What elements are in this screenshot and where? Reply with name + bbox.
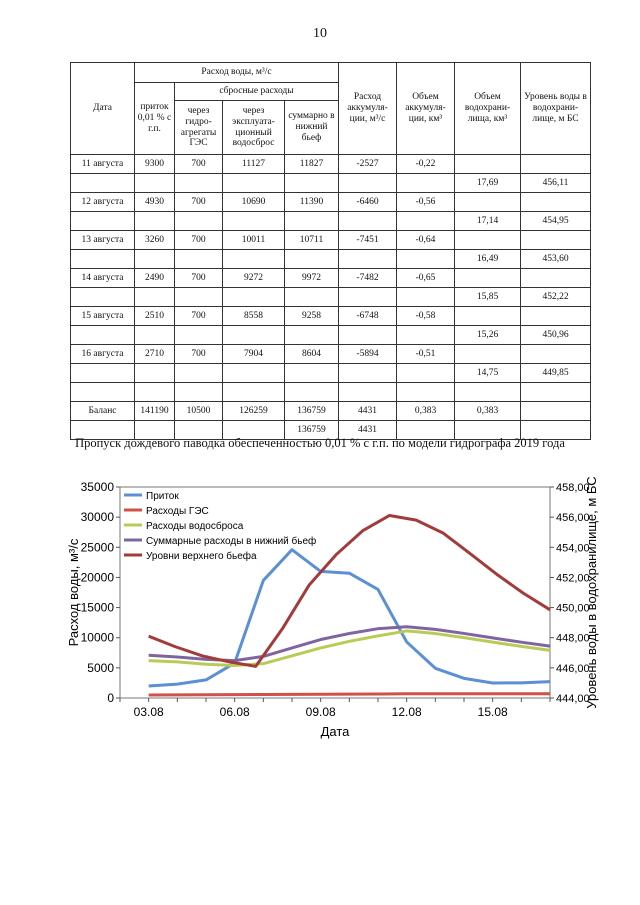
table-cell — [285, 364, 339, 383]
table-cell — [175, 326, 223, 345]
table-cell — [397, 326, 455, 345]
y2-tick-label: 452,00 — [556, 572, 590, 585]
table-cell — [135, 288, 175, 307]
legend-label: Расходы водосброса — [146, 521, 244, 532]
table-cell — [455, 155, 521, 174]
y-tick-label: 30000 — [80, 510, 114, 525]
table-cell — [339, 364, 397, 383]
y2-axis-label: Уровень воды в водохранилище, м БС — [584, 476, 599, 709]
table-cell — [71, 250, 135, 269]
table-cell — [339, 326, 397, 345]
table-cell: 16,49 — [455, 250, 521, 269]
table-cell — [175, 364, 223, 383]
table-cell: 700 — [175, 193, 223, 212]
table-cell — [339, 174, 397, 193]
table-cell — [285, 250, 339, 269]
table-cell: 4431 — [339, 421, 397, 440]
table-cell: -7482 — [339, 269, 397, 288]
table-cell: 11390 — [285, 193, 339, 212]
table-cell — [521, 155, 591, 174]
table-cell: 12 августа — [71, 193, 135, 212]
table-cell: 4930 — [135, 193, 175, 212]
header-hpp: через гидро-агрегаты ГЭС — [175, 101, 223, 155]
table-row — [71, 307, 591, 326]
table-cell: 11827 — [285, 155, 339, 174]
table-row — [71, 231, 591, 250]
table-cell: 8558 — [223, 307, 285, 326]
table-cell: 10011 — [223, 231, 285, 250]
table-row — [71, 212, 591, 231]
table-cell: 16 августа — [71, 345, 135, 364]
table-row — [71, 345, 591, 364]
header-reservoir-volume: Объем водохрани-лища, км³ — [455, 63, 521, 155]
table-cell — [135, 364, 175, 383]
table-cell — [455, 345, 521, 364]
table-cell — [175, 250, 223, 269]
table-cell — [285, 326, 339, 345]
table-cell — [339, 383, 397, 402]
table-cell: 9258 — [285, 307, 339, 326]
table-cell — [455, 307, 521, 326]
table-cell: -0,56 — [397, 193, 455, 212]
table-cell: 141190 — [135, 402, 175, 421]
legend-label: Расходы ГЭС — [146, 506, 209, 517]
table-cell: -2527 — [339, 155, 397, 174]
table-cell — [521, 383, 591, 402]
table-cell: 10500 — [175, 402, 223, 421]
table-cell — [223, 326, 285, 345]
table-cell: 453,60 — [521, 250, 591, 269]
table-cell — [521, 193, 591, 212]
table-cell: 456,11 — [521, 174, 591, 193]
header-date: Дата — [71, 63, 135, 155]
table-cell: 0,383 — [397, 402, 455, 421]
table-cell — [521, 269, 591, 288]
table-cell — [397, 383, 455, 402]
y-tick-label: 35000 — [80, 480, 114, 494]
table-cell: 14,75 — [455, 364, 521, 383]
table-cell — [521, 307, 591, 326]
table-cell — [175, 174, 223, 193]
table-cell: 0,383 — [455, 402, 521, 421]
table-cell — [175, 288, 223, 307]
table-cell — [397, 364, 455, 383]
table-cell — [135, 174, 175, 193]
table-cell: 4431 — [339, 402, 397, 421]
series-line-1 — [149, 694, 550, 695]
table-cell — [71, 326, 135, 345]
y2-tick-label: 448,00 — [556, 632, 590, 645]
table-cell — [339, 250, 397, 269]
x-tick-label: 15.08 — [477, 705, 508, 719]
table-cell: 17,69 — [455, 174, 521, 193]
table-cell: 11127 — [223, 155, 285, 174]
table-cell — [135, 212, 175, 231]
header-accum-flow: Расход аккумуля-ции, м³/с — [339, 63, 397, 155]
table-row — [71, 383, 591, 402]
x-axis-label: Дата — [320, 724, 350, 739]
header-discharge-group: сбросные расходы — [175, 83, 339, 101]
table-row — [71, 402, 591, 421]
table-cell: 136759 — [285, 402, 339, 421]
table-cell: 17,14 — [455, 212, 521, 231]
table-cell — [397, 288, 455, 307]
table-cell — [223, 383, 285, 402]
y-tick-label: 15000 — [80, 600, 114, 615]
table-cell — [521, 402, 591, 421]
y-axis-label: Расход воды, м³/с — [66, 538, 81, 647]
flow-chart — [60, 475, 600, 750]
table-cell: 450,96 — [521, 326, 591, 345]
table-cell: 15,85 — [455, 288, 521, 307]
table-cell — [175, 383, 223, 402]
table-cell: -6460 — [339, 193, 397, 212]
table-cell: 136759 — [285, 421, 339, 440]
legend-label: Уровни верхнего бьефа — [146, 551, 257, 562]
x-tick-label: 06.08 — [219, 705, 250, 719]
table-cell: 2510 — [135, 307, 175, 326]
table-cell — [455, 269, 521, 288]
table-cell: Баланс — [71, 402, 135, 421]
table-cell: 11 августа — [71, 155, 135, 174]
table-cell: 700 — [175, 155, 223, 174]
table-cell: 2710 — [135, 345, 175, 364]
y-tick-label: 25000 — [80, 540, 114, 555]
table-cell: 449,85 — [521, 364, 591, 383]
table-cell: 3260 — [135, 231, 175, 250]
y2-tick-label: 456,00 — [556, 512, 590, 525]
table-row — [71, 326, 591, 345]
table-cell — [71, 212, 135, 231]
table-cell: -0,58 — [397, 307, 455, 326]
table-cell: 15,26 — [455, 326, 521, 345]
header-spillway: через эксплуата-ционный водосброс — [223, 101, 285, 155]
table-cell — [285, 174, 339, 193]
table-cell: -0,65 — [397, 269, 455, 288]
table-cell — [223, 174, 285, 193]
table-cell — [135, 250, 175, 269]
table-cell: 700 — [175, 231, 223, 250]
table-cell: 14 августа — [71, 269, 135, 288]
table-row — [71, 364, 591, 383]
table-cell: -0,22 — [397, 155, 455, 174]
table-cell: -6748 — [339, 307, 397, 326]
table-cell: 126259 — [223, 402, 285, 421]
table-cell: 9972 — [285, 269, 339, 288]
table-cell: 10690 — [223, 193, 285, 212]
y2-tick-label: 444,00 — [556, 693, 590, 705]
table-cell: 10711 — [285, 231, 339, 250]
x-tick-label: 12.08 — [391, 705, 422, 719]
y-tick-label: 5000 — [87, 660, 114, 675]
x-tick-label: 03.08 — [133, 705, 164, 719]
table-cell: -0,64 — [397, 231, 455, 250]
table-cell: 9300 — [135, 155, 175, 174]
y2-tick-label: 458,00 — [556, 482, 590, 494]
table-cell — [455, 231, 521, 250]
table-cell: 7904 — [223, 345, 285, 364]
table-cell — [223, 364, 285, 383]
table-cell: 9272 — [223, 269, 285, 288]
header-flow-group: Расход воды, м³/с — [135, 63, 339, 83]
flow-table — [70, 62, 591, 440]
table-cell: -0,51 — [397, 345, 455, 364]
table-cell — [135, 383, 175, 402]
table-row — [71, 174, 591, 193]
series-line-3 — [149, 627, 550, 661]
table-row — [71, 269, 591, 288]
page-number: 10 — [313, 26, 327, 41]
table-cell — [339, 212, 397, 231]
chart-caption: Пропуск дождевого паводка обеспеченностью 0,01 % с г.п. по модели гидрографа 2019 года — [75, 436, 565, 450]
x-tick-label: 09.08 — [305, 705, 336, 719]
table-cell — [285, 288, 339, 307]
y-tick-label: 0 — [107, 691, 114, 705]
table-cell — [339, 288, 397, 307]
table-cell — [397, 212, 455, 231]
table-cell: 8604 — [285, 345, 339, 364]
table-cell — [71, 174, 135, 193]
table-cell — [285, 383, 339, 402]
table-cell: 13 августа — [71, 231, 135, 250]
table-cell — [285, 212, 339, 231]
table-cell — [71, 288, 135, 307]
table-body — [71, 155, 591, 440]
y-tick-label: 20000 — [80, 570, 114, 585]
table-cell: -5894 — [339, 345, 397, 364]
table-cell — [521, 231, 591, 250]
y2-tick-label: 450,00 — [556, 602, 590, 615]
legend-label: Суммарные расходы в нижний бьеф — [146, 536, 317, 547]
table-cell — [135, 326, 175, 345]
table-cell — [397, 250, 455, 269]
table-cell: 700 — [175, 269, 223, 288]
table-cell: -7451 — [339, 231, 397, 250]
table-cell: 452,22 — [521, 288, 591, 307]
table-cell — [71, 364, 135, 383]
header-water-level: Уровень воды в водохрани-лище, м БС — [521, 63, 591, 155]
table-row — [71, 250, 591, 269]
table-row — [71, 155, 591, 174]
table-cell — [455, 193, 521, 212]
header-total: суммарно в нижний бьеф — [285, 101, 339, 155]
table-cell — [397, 174, 455, 193]
table-cell — [223, 250, 285, 269]
table-cell — [223, 288, 285, 307]
y2-tick-label: 446,00 — [556, 662, 590, 675]
table-cell: 700 — [175, 307, 223, 326]
table-cell: 2490 — [135, 269, 175, 288]
table-cell: 454,95 — [521, 212, 591, 231]
table-cell: 700 — [175, 345, 223, 364]
table-cell — [175, 212, 223, 231]
table-cell — [521, 345, 591, 364]
table-row — [71, 288, 591, 307]
table-cell — [455, 383, 521, 402]
y2-tick-label: 454,00 — [556, 542, 590, 555]
table-cell: 15 августа — [71, 307, 135, 326]
legend-label: Приток — [146, 491, 179, 502]
header-accum-volume: Объем аккумуля-ции, км³ — [397, 63, 455, 155]
y-tick-label: 10000 — [80, 630, 114, 645]
table-cell — [223, 212, 285, 231]
plot-area — [120, 487, 550, 698]
table-row — [71, 193, 591, 212]
table-cell — [71, 383, 135, 402]
header-inflow: приток 0,01 % с г.п. — [135, 83, 175, 155]
